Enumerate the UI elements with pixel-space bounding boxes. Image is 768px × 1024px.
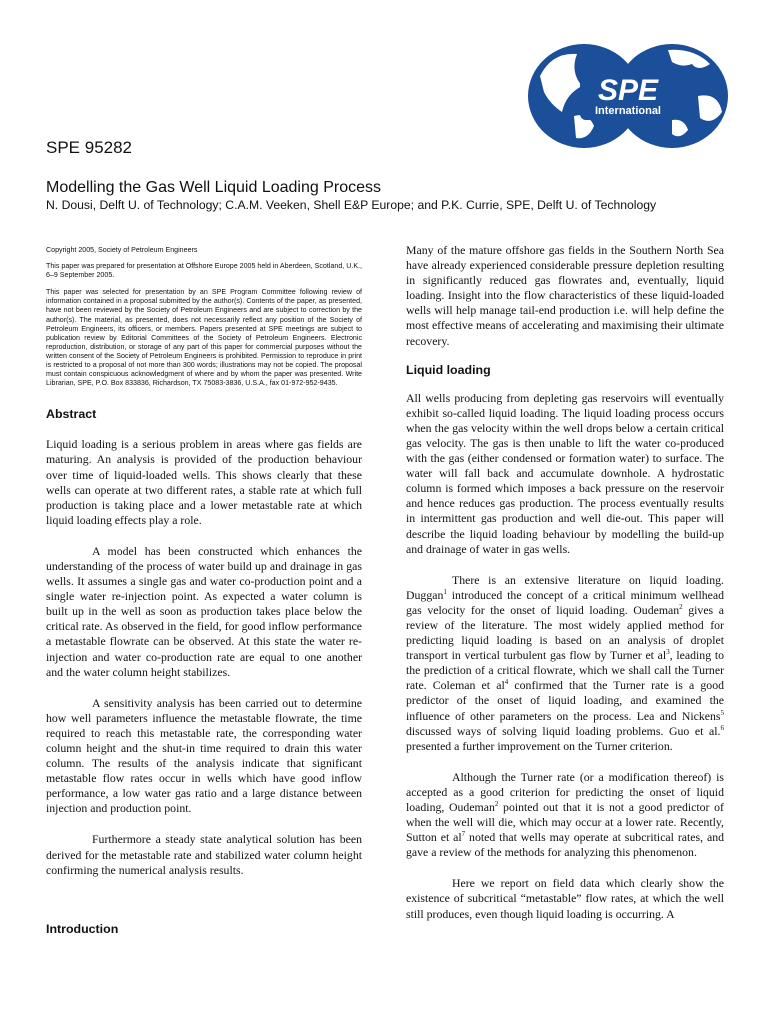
paper-title: Modelling the Gas Well Liquid Loading Process <box>46 179 382 196</box>
abstract-paragraph: Liquid loading is a serious problem in areas where gas fields are maturing. An analysis is provided of the production behaviour over time of liquid-loaded wells. This shows clearly that these wells can operate at two different rates, a stable rate at which full production is taking place and a lower metastable rate at which liquid loading effects play a role. <box>46 437 362 527</box>
right-column <box>406 243 724 922</box>
reference-number: 7 <box>461 830 466 839</box>
abstract-paragraph: A sensitivity analysis has been carried out to determine how well parameters influence the metastable flowrate, the time required to reach this metastable rate, the corresponding water column height and the shut-in time required to drain this water column. The results of the analysis indicate that significant metastable flow rates occur in wells which have good inflow performance, a low water gas ratio and a large distance between injection and production point. <box>46 695 362 816</box>
left-column <box>46 246 362 936</box>
literature-paragraph: There is an extensive literature on liquid loading. Duggan$^1$ introduced the concept of a critical minimum wellhead gas velocity for the onset of liquid loading. Oudeman$^2$ gives a review of the literature. The most widely applied method for predicting liquid loading is based on an analysis of droplet transport in vertical turbulent gas flow by Turner et $al^3$, leading to the prediction of a critical flowrate, which we shall call the Turner rate. Coleman et $al^4$ confirmed that the Turner rate is a good predictor of the onset of liquid loading, and examined the influence of other parameters on the process. Lea and Nickens$^5$ discussed ways of solving liquid loading problems. Guo et al.$^6$ presented a further improvement on the Turner criterion. <box>406 572 724 753</box>
introduction-paragraph: Many of the mature offshore gas fields in the Southern North Sea have already experienced considerable pressure depletion resulting in significantly reduced gas flowrates and, eventually, liquid loading. Insight into the flow characteristics of these liquid-loaded wells will help manage tail-end production i.e. will help define the most effective means of accelerating and maximising their ultimate recovery. <box>406 243 724 348</box>
liquid-loading-paragraph: All wells producing from depleting gas reservoirs will eventually exhibit so-called liquid loading. The liquid loading process occurs when the gas velocity within the well drops below a certain critical gas velocity. The gas is then unable to lift the water co-produced with the gas (either condensed or formation water) to surface. The water will fall back and accumulate downhole. A hydrostatic column is formed which imposes a back pressure on the reservoir and hence reduces gas production. The process eventually results in intermittent gas production and well die-out. This paper will describe the liquid loading behaviour by modelling the build-up and drainage of water in gas wells. <box>406 390 724 556</box>
reference-number: 4 <box>504 678 509 687</box>
field-data-paragraph: Here we report on field data which clearly show the existence of subcritical “metastable” flow rates, at which the well still produces, even though liquid loading is occurring. A <box>406 876 724 921</box>
abstract-paragraph: Furthermore a steady state analytical solution has been derived for the metastable rate and stabilized water column height confirming the numerical analysis results. <box>46 832 362 877</box>
paper-number: SPE 95282 <box>46 138 133 157</box>
presentation-note: This paper was prepared for presentation at Offshore Europe 2005 held in Aberdeen, Scotland, U.K., 6–9 September 2005. <box>46 262 362 280</box>
abstract-paragraph: A model has been constructed which enhances the understanding of the process of water build up and drainage in gas wells. It assumes a single gas and water co-production point and a single water re-injection point. As expected a water column is built up in the well as soon as production takes place below the critical rate. As observed in the field, for good inflow performance a metastable flowrate can be observed. At this state the water re-injection and water co-production rate are equal to one another and the water column height stabilizes. <box>46 543 362 679</box>
logo-spe-text: SPE <box>597 74 659 107</box>
turner-rate-paragraph: Although the Turner rate (or a modification thereof) is accepted as a good criterion for predicting the onset of liquid loading, Oudeman$^2$ pointed out that it is not a good predictor of when the well will die, which may occur at a lower rate. Recently, Sutton et $al^7$ noted that wells may operate at subcritical rates, and gave a review of the methods for analyzing this phenomenon. <box>406 769 724 860</box>
spe-international-logo <box>522 34 732 154</box>
reference-number: 1 <box>443 587 447 596</box>
reference-number: 6 <box>720 723 724 732</box>
logo-international-text: International <box>594 105 662 117</box>
introduction-heading: Introduction <box>46 921 119 936</box>
reference-number: 5 <box>720 708 724 717</box>
copyright-notice: This paper was selected for presentation by an SPE Program Committee following review of information contained in a proposal submitted by the author(s). Contents of the paper, as presented, have not been reviewed by the Society of Petroleum Engineers and are subject to correction by the author(s). The material, as presented, does not necessarily reflect any position of the Society of Petroleum Engineers, its officers, or members. Papers presented at SPE meetings are subject to publication review by Editorial Committees of the Society of Petroleum Engineers. Electronic reproduction, distribution, or storage of any part of this paper for commercial purposes without the written consent of the Society of Petroleum Engineers is prohibited. Permission to reproduce in print is restricted to a proposal of not more than 300 words; illustrations may not be copied. The proposal must contain conspicuous acknowledgment of where and by whom the paper was presented. Write Librarian, SPE, P.O. Box 833836, Richardson, TX 75083-3836, U.S.A., fax 01-972-952-9435. <box>46 288 362 388</box>
authors: N. Dousi, Delft U. of Technology; C.A.M. Veeken, Shell E&P Europe; and P.K. Currie, SPE, Delft U. of Technology <box>46 198 657 212</box>
abstract-heading: Abstract <box>46 407 97 422</box>
copyright-line: Copyright 2005, Society of Petroleum Engineers <box>46 246 198 254</box>
reference-number: 2 <box>679 602 683 611</box>
reference-number: 3 <box>666 648 670 657</box>
liquid-loading-heading: Liquid loading <box>406 362 491 377</box>
reference-number: 2 <box>494 800 499 809</box>
